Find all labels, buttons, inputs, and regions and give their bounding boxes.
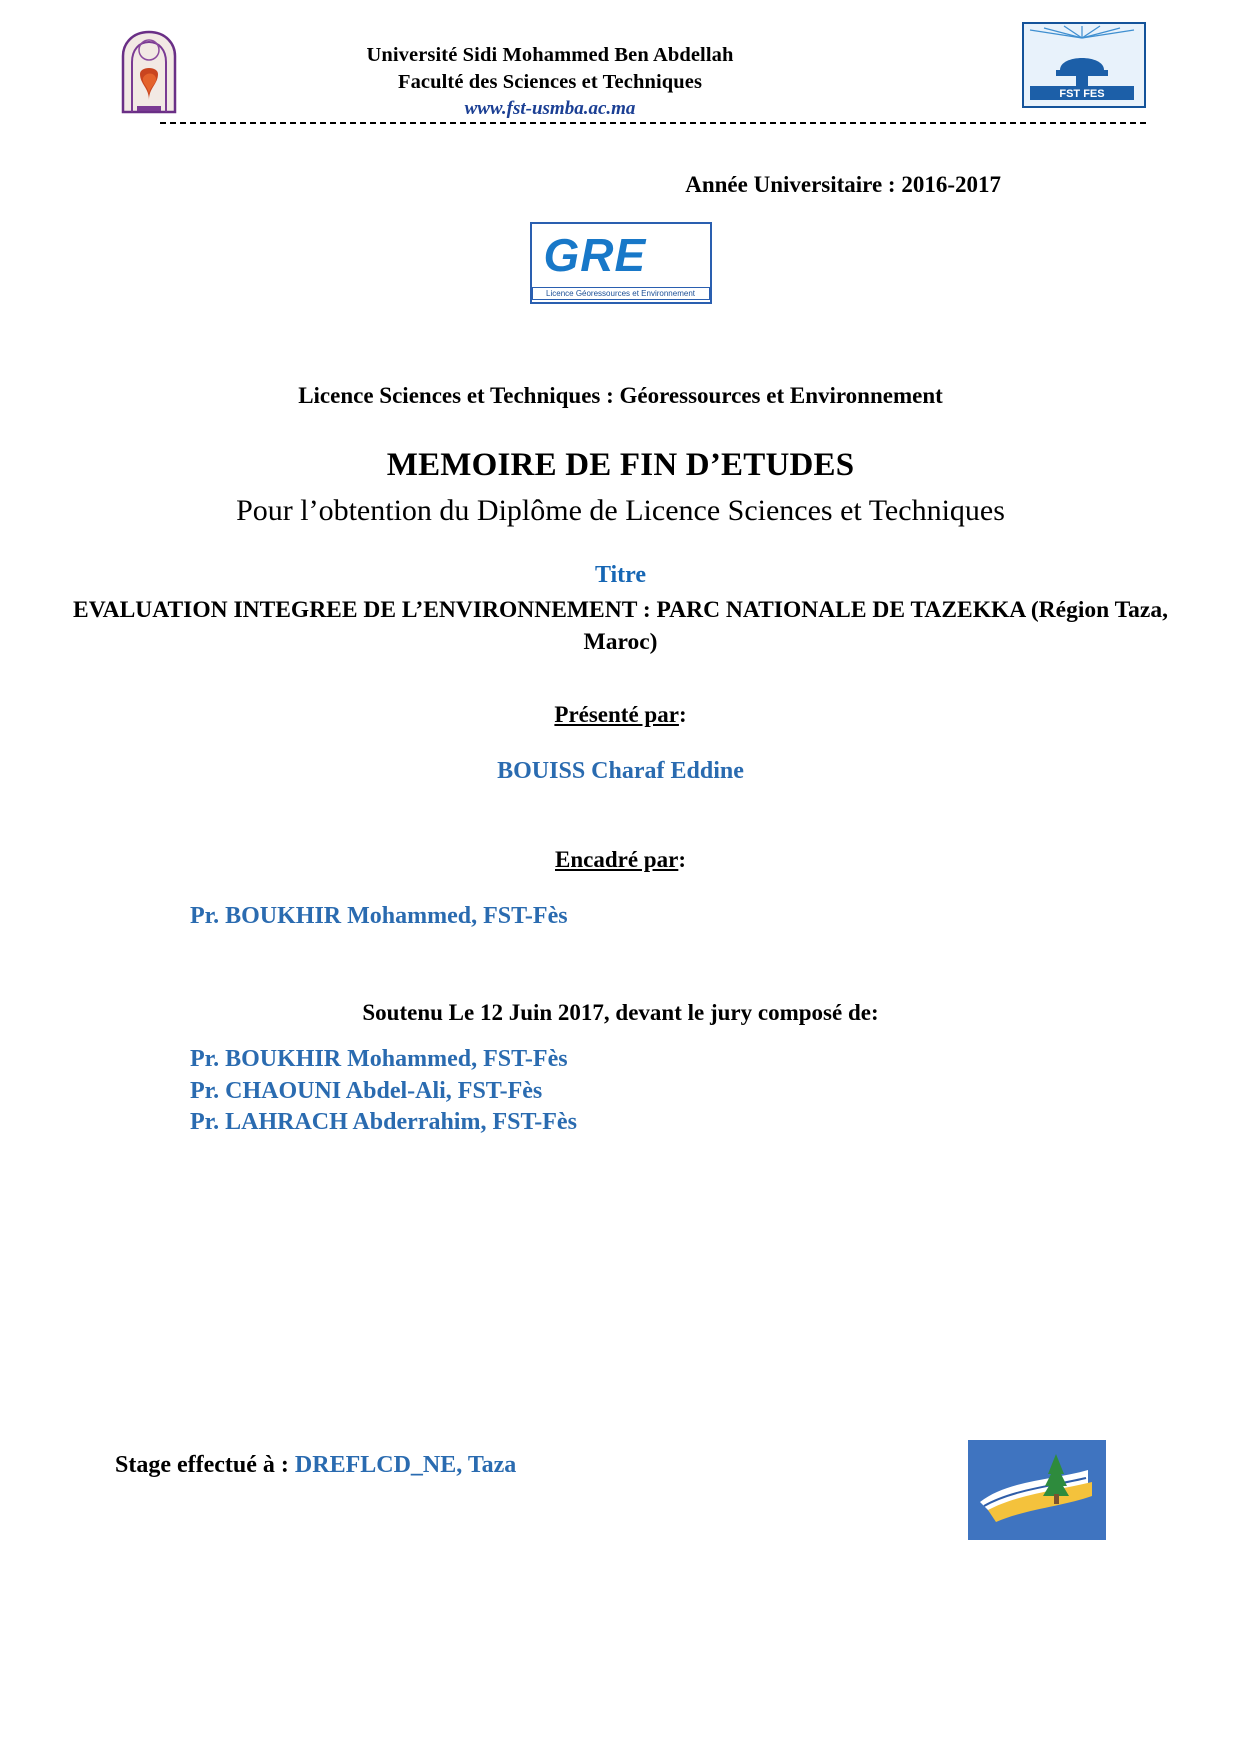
document-header — [110, 0, 1146, 150]
jury-member: Pr. LAHRACH Abderrahim, FST-Fès — [190, 1108, 577, 1135]
internship-line — [115, 1452, 516, 1479]
jury-member: Pr. BOUKHIR Mohammed, FST-Fès — [190, 1046, 568, 1073]
document-subtitle: Pour l’obtention du Diplôme de Licence Sciences et Techniques — [236, 494, 1005, 527]
presented-by-colon: : — [678, 702, 687, 728]
supervised-by-label: Encadré par — [555, 847, 679, 873]
supervised-by-heading — [0, 847, 1241, 873]
svg-text:FST FES: FST FES — [1059, 88, 1105, 100]
gre-logo-mark: GRE — [543, 229, 647, 281]
dreflcd-logo — [968, 1440, 1106, 1540]
internship-place: DREFLCD_NE, Taza — [294, 1452, 517, 1478]
document-type-title: MEMOIRE DE FIN D’ETUDES — [386, 447, 855, 483]
title-label: Titre — [594, 562, 647, 588]
header-divider — [160, 122, 1146, 126]
supervisor-name: Pr. BOUKHIR Mohammed, FST-Fès — [190, 903, 568, 930]
university-seal-logo — [110, 28, 188, 120]
internship-label: Stage effectué à : — [115, 1452, 295, 1478]
supervised-by-colon: : — [678, 847, 686, 873]
jury-member: Pr. CHAOUNI Abdel-Ali, FST-Fès — [190, 1077, 543, 1104]
faculty-name: Faculté des Sciences et Techniques — [397, 70, 703, 93]
jury-list — [190, 1044, 1241, 1138]
thesis-title: EVALUATION INTEGREE DE L’ENVIRONNEMENT : PARC NATIONALE DE TAZEKKA (Région Taza, Maroc) — [73, 597, 1168, 655]
gre-logo-caption: Licence Géoressources et Environnement — [532, 287, 710, 300]
presented-by-label: Présenté par — [554, 702, 679, 728]
program-line: Licence Sciences et Techniques : Géoressources et Environnement — [298, 383, 943, 408]
presented-by-heading — [0, 702, 1241, 728]
gre-logo — [530, 222, 712, 304]
gre-logo-wrapper — [0, 222, 1241, 309]
academic-year: Année Universitaire : 2016-2017 — [685, 172, 1001, 197]
university-name: Université Sidi Mohammed Ben Abdellah — [366, 44, 734, 66]
fst-fes-logo — [1022, 22, 1146, 108]
author-name: BOUISS Charaf Eddine — [497, 758, 744, 785]
website-link[interactable]: www.fst-usmba.ac.ma — [464, 98, 636, 120]
defense-line: Soutenu Le 12 Juin 2017, devant le jury composé de: — [362, 1000, 879, 1026]
header-institution-block — [220, 42, 880, 122]
